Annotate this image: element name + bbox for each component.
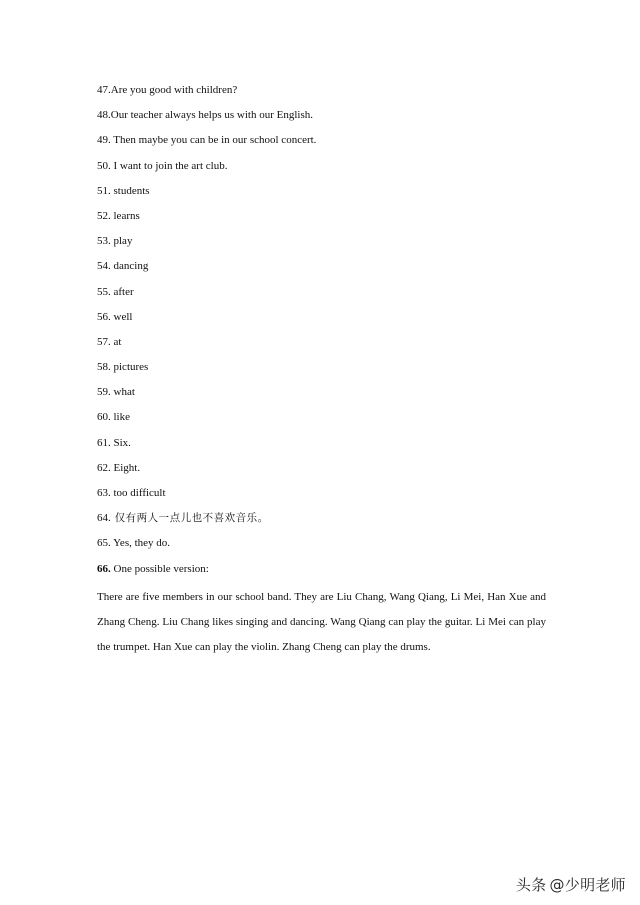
answer-number: 64. (97, 512, 111, 525)
answer-53 (97, 233, 547, 258)
answer-text: like (110, 411, 130, 424)
answer-number: 57. (97, 335, 111, 348)
answer-text: Eight. (110, 461, 141, 474)
answer-text: Six. (110, 436, 131, 449)
answer-64 (97, 510, 547, 535)
answer-text: play (110, 235, 133, 248)
answer-text: One possible version: (110, 562, 209, 575)
answer-54 (97, 258, 547, 283)
answer-text: Our teacher always helps us with our English. (110, 109, 313, 122)
answer-number: 59. (97, 386, 111, 399)
answer-52 (97, 208, 547, 233)
answer-text: too difficult (110, 487, 166, 499)
answer-65 (97, 535, 547, 560)
answer-text: dancing (110, 260, 149, 273)
answer-49 (97, 132, 547, 157)
answer-text: 仅有两人一点儿也不喜欢音乐。 (110, 512, 269, 525)
answer-48 (97, 107, 547, 132)
answer-47 (97, 82, 547, 107)
answer-51 (97, 183, 547, 208)
answer-number: 63. (97, 487, 111, 499)
answer-number: 49. (97, 134, 111, 147)
answer-59 (97, 384, 547, 409)
answer-number: 51. (97, 184, 111, 197)
answer-63 (97, 485, 547, 510)
answer-number: 58. (97, 361, 111, 374)
watermark-prefix: 头条 (515, 876, 547, 894)
answer-number: 61. (97, 436, 111, 449)
answer-number: 54. (97, 260, 111, 273)
answer-56 (97, 309, 547, 334)
answer-text: what (110, 386, 135, 399)
watermark-handle: @少明老师 (549, 876, 626, 894)
answer-text: learns (110, 209, 140, 222)
answer-62 (97, 460, 547, 485)
watermark (516, 874, 626, 895)
answer-text: after (110, 285, 134, 298)
answer-57 (97, 334, 547, 359)
answer-number: 48. (97, 109, 111, 122)
essay-paragraph: There are five members in our school band. They are Liu Chang, Wang Qiang, Li Mei, Han Xue and Zhang Cheng. Liu Chang likes singing and dancing. Wang Qiang can play the guitar. Li Mei can play the trumpet. Han Xue can play the violin. Zhang Cheng can play the drums. (97, 591, 546, 654)
answer-number: 65. (97, 537, 111, 550)
answer-text: well (110, 310, 133, 323)
answer-66 (97, 561, 547, 586)
answer-60 (97, 409, 547, 434)
answer-number: 55. (97, 285, 111, 298)
answer-number: 47. (97, 84, 111, 96)
answer-list (97, 82, 547, 586)
answer-58 (97, 359, 547, 384)
answer-number: 56. (97, 310, 111, 323)
answer-text: Then maybe you can be in our school concert. (110, 134, 317, 147)
answer-number: 53. (97, 235, 111, 248)
answer-text: at (110, 335, 122, 348)
answer-text: students (110, 184, 150, 197)
answer-text: Are you good with children? (110, 84, 238, 96)
answer-number: 60. (97, 411, 111, 424)
answer-number: 50. (97, 159, 111, 172)
answer-number: 66. (97, 562, 111, 575)
answer-number: 52. (97, 209, 111, 222)
answer-number: 62. (97, 461, 111, 474)
answer-61 (97, 435, 547, 460)
answer-text: pictures (110, 361, 149, 374)
answer-50 (97, 158, 547, 183)
answer-55 (97, 284, 547, 309)
answer-text: Yes, they do. (110, 537, 171, 550)
answer-text: I want to join the art club. (110, 159, 228, 172)
